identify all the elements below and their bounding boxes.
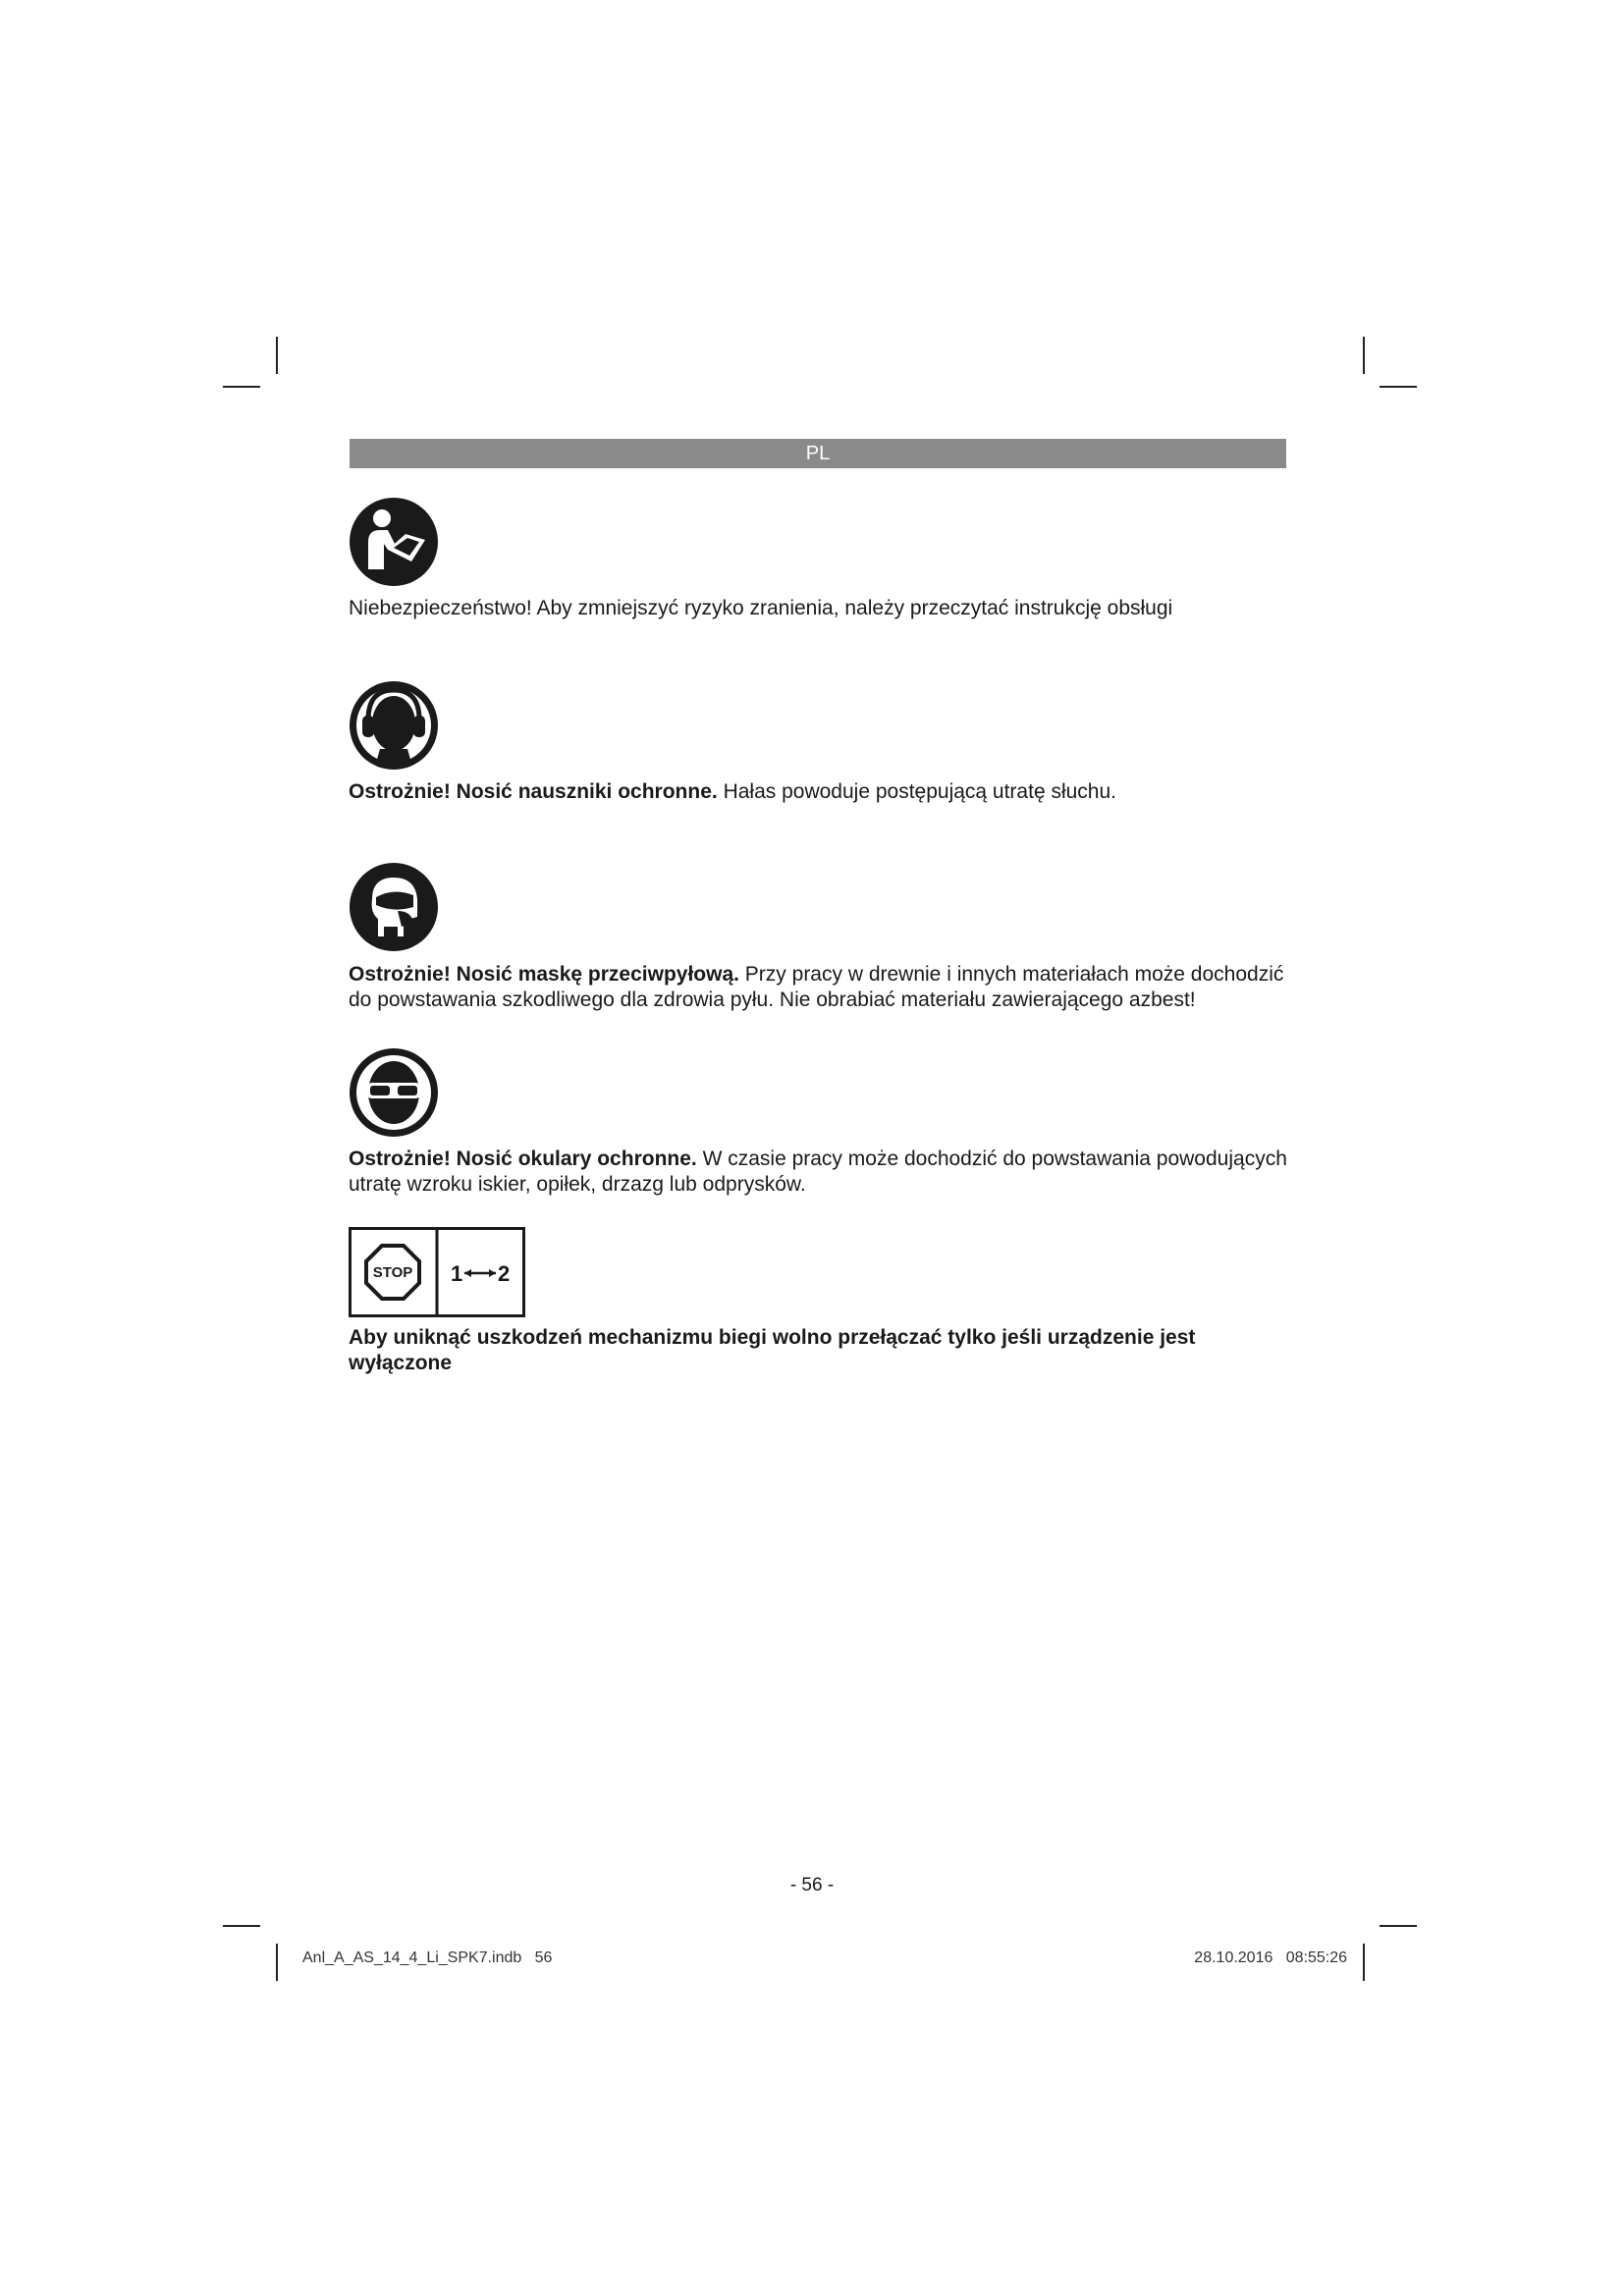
stop-label: STOP: [372, 1264, 413, 1281]
section-ear-protection: Ostrożnie! Nosić nauszniki ochronne. Hałas powoduje postępującą utratę słuchu.: [349, 780, 1116, 803]
gear-to-label: 2: [498, 1261, 511, 1286]
section-read-manual: Niebezpieczeństwo! Aby zmniejszyć ryzyko zranienia, należy przeczytać instrukcję obsługi: [349, 597, 1173, 619]
crop-mark: [223, 1925, 260, 1927]
language-label: PL: [805, 442, 831, 464]
crop-mark: [276, 337, 278, 374]
footer-filename: Anl_A_AS_14_4_Li_SPK7.indb 56: [302, 1949, 553, 1966]
language-header: [350, 439, 1286, 468]
crop-mark: [1380, 386, 1417, 388]
crop-mark: [1363, 1944, 1365, 1981]
section-gear-switch: Aby uniknąć uszkodzeń mechanizmu biegi wolno przełączać tylko jeśli urządzenie jest wyłączone: [349, 1326, 1196, 1374]
dust-mask-icon: [349, 862, 439, 952]
section-dust-mask: Ostrożnie! Nosić maskę przeciwpyłową. Przy pracy w drewnie i innych materiałach może dochodzić do powstawania szkodliwego dla zdrowia pyłu. Nie obrabiać materiału zawierającego azbest!: [349, 963, 1284, 1011]
crop-mark: [1363, 337, 1365, 374]
gear-switch-icon: [349, 1227, 525, 1317]
safety-goggles-icon: [349, 1047, 439, 1138]
section-safety-goggles: Ostrożnie! Nosić okulary ochronne. W czasie pracy może dochodzić do powstawania powodujących utratę wzroku iskier, opiłek, drzazg lub odprysków.: [349, 1148, 1287, 1196]
crop-mark: [1380, 1925, 1417, 1927]
read-manual-icon: [349, 497, 439, 587]
footer-datetime: 28.10.2016 08:55:26: [1194, 1949, 1347, 1966]
gear-from-label: 1: [451, 1261, 463, 1286]
crop-mark: [223, 386, 260, 388]
crop-mark: [276, 1944, 278, 1981]
page-number: - 56 -: [789, 1875, 835, 1896]
ear-protection-icon: [349, 680, 439, 771]
